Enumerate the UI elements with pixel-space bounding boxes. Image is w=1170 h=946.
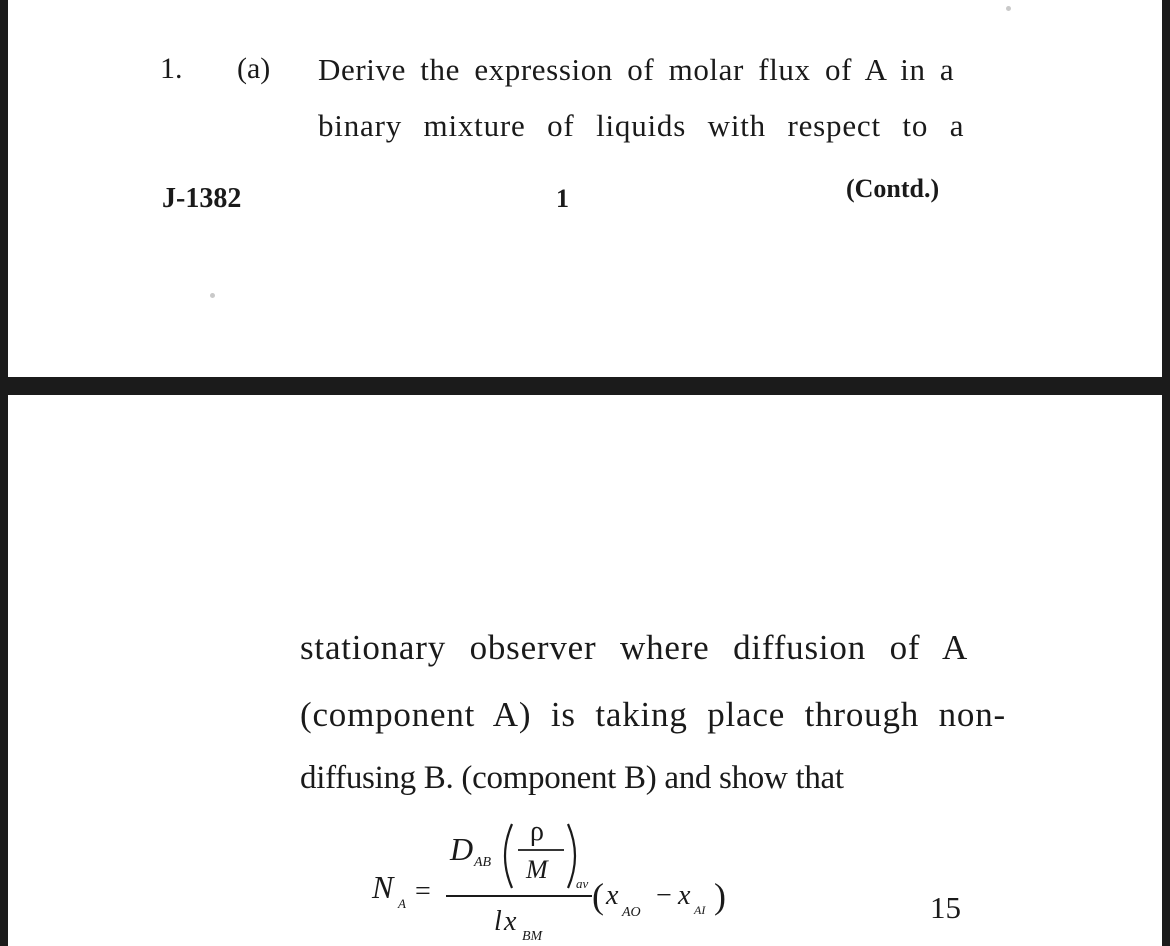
equation-average-subscript: av	[576, 876, 589, 891]
scan-speck	[1006, 6, 1011, 11]
equation-x-ao-subscript: AO	[622, 905, 641, 920]
equation-x-ai-subscript: AI	[694, 903, 706, 917]
equation-denominator-length: l	[494, 906, 502, 937]
scan-speck	[210, 293, 215, 298]
equation-denominator-x: x	[504, 906, 517, 937]
question-number: 1.	[160, 52, 183, 85]
question-marks: 15	[930, 890, 961, 925]
paper-code: J-1382	[162, 183, 242, 214]
equation-equals: =	[415, 876, 431, 907]
equation-big-paren-right	[568, 824, 575, 888]
equation-paren-close: )	[714, 876, 726, 916]
equation-minus: −	[656, 880, 672, 911]
equation-x-ai: x	[678, 880, 691, 911]
equation-density: ρ	[530, 816, 544, 847]
continued-note: (Contd.)	[846, 174, 940, 203]
equation-molar-mass: M	[526, 855, 548, 884]
equation-paren-open: (	[592, 876, 604, 916]
equation-x-ao: x	[606, 880, 619, 911]
question-text-line-3: stationary observer where diffusion of A	[300, 628, 969, 667]
equation-diffusivity: D	[450, 831, 474, 867]
question-part-label: (a)	[237, 52, 271, 85]
question-text-line-4: (component A) is taking place through non-	[300, 695, 1006, 734]
equation-lhs: N	[372, 869, 394, 905]
equation-lhs-subscript: A	[398, 896, 406, 911]
equation-big-paren-left	[505, 824, 512, 888]
question-text-line-2: binary mixture of liquids with respect to a	[318, 108, 965, 143]
question-text-line-5: diffusing B. (component B) and show that	[300, 760, 844, 796]
question-text-line-1: Derive the expression of molar flux of A in a	[318, 52, 955, 87]
molar-flux-equation	[360, 812, 800, 946]
equation-diffusivity-subscript: AB	[474, 855, 492, 870]
equation-denominator-subscript: BM	[522, 929, 543, 944]
page-number: 1	[556, 184, 569, 213]
